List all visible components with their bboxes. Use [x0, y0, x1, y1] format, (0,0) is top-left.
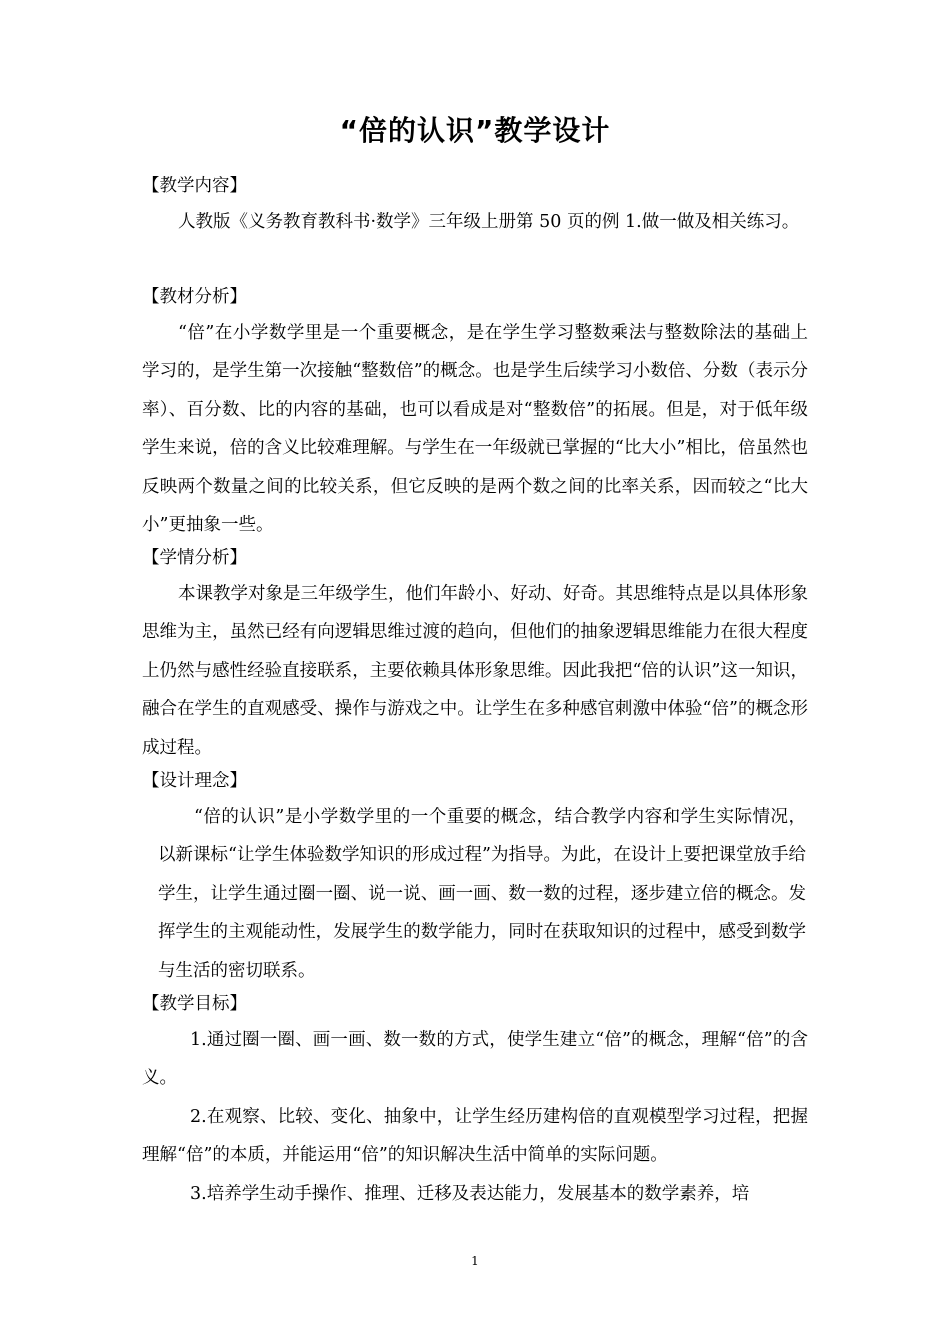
- paragraph-goal-1: 1.通过圈一圈、画一画、数一数的方式，使学生建立“倍”的概念，理解“倍”的含义。: [142, 1030, 808, 1089]
- paragraph-content: 人教版《义务教育教科书·数学》三年级上册第 50 页的例 1.做一做及相关练习。: [178, 212, 800, 232]
- paragraph-design-concept: “倍的认识”是小学数学里的一个重要的概念，结合教学内容和学生实际情况，以新课标“让学生体验数学知识的形成过程”为指导。为此，在设计上要把课堂放手给学生，让学生通过圈一圈、说一说、画一画、数一数的过程，逐步建立倍的概念。发挥学生的主观能动性，发展学生的数学能力，同时在获取知识的过程中，感受到数学与生活的密切联系。: [158, 807, 806, 981]
- section-heading-content: 【教学内容】: [142, 176, 247, 196]
- paragraph-textbook-analysis: “倍”在小学数学里是一个重要概念，是在学生学习整数乘法与整数除法的基础上学习的，是学生第一次接触“整数倍”的概念。也是学生后续学习小数倍、分数（表示分率）、百分数、比的内容的基础，也可以看成是对“整数倍”的拓展。但是，对于低年级学生来说，倍的含义比较难理解。与学生在一年级就已掌握的“比大小”相比，倍虽然也反映两个数量之间的比较关系，但它反映的是两个数之间的比率关系，因而较之“比大小”更抽象一些。: [142, 323, 808, 536]
- section-heading-textbook-analysis: 【教材分析】: [142, 287, 247, 307]
- paragraph-student-analysis: 本课教学对象是三年级学生，他们年龄小、好动、好奇。其思维特点是以具体形象思维为主，虽然已经有向逻辑思维过渡的趋向，但他们的抽象逻辑思维能力在很大程度上仍然与感性经验直接联系，主要依赖具体形象思维。因此我把“倍的认识”这一知识，融合在学生的直观感受、操作与游戏之中。让学生在多种感官刺激中体验“倍”的概念形成过程。: [142, 584, 808, 758]
- document-title: “倍的认识”教学设计: [339, 114, 611, 147]
- section-heading-teaching-goals: 【教学目标】: [142, 994, 247, 1014]
- paragraph-goal-3: 3.培养学生动手操作、推理、迁移及表达能力，发展基本的数学素养，培: [190, 1184, 750, 1204]
- paragraph-goal-2: 2.在观察、比较、变化、抽象中，让学生经历建构倍的直观模型学习过程，把握理解“倍”的本质，并能运用“倍”的知识解决生活中简单的实际问题。: [142, 1107, 808, 1166]
- section-heading-student-analysis: 【学情分析】: [142, 548, 247, 568]
- page-number: 1: [471, 1254, 479, 1268]
- section-heading-design-concept: 【设计理念】: [142, 771, 247, 791]
